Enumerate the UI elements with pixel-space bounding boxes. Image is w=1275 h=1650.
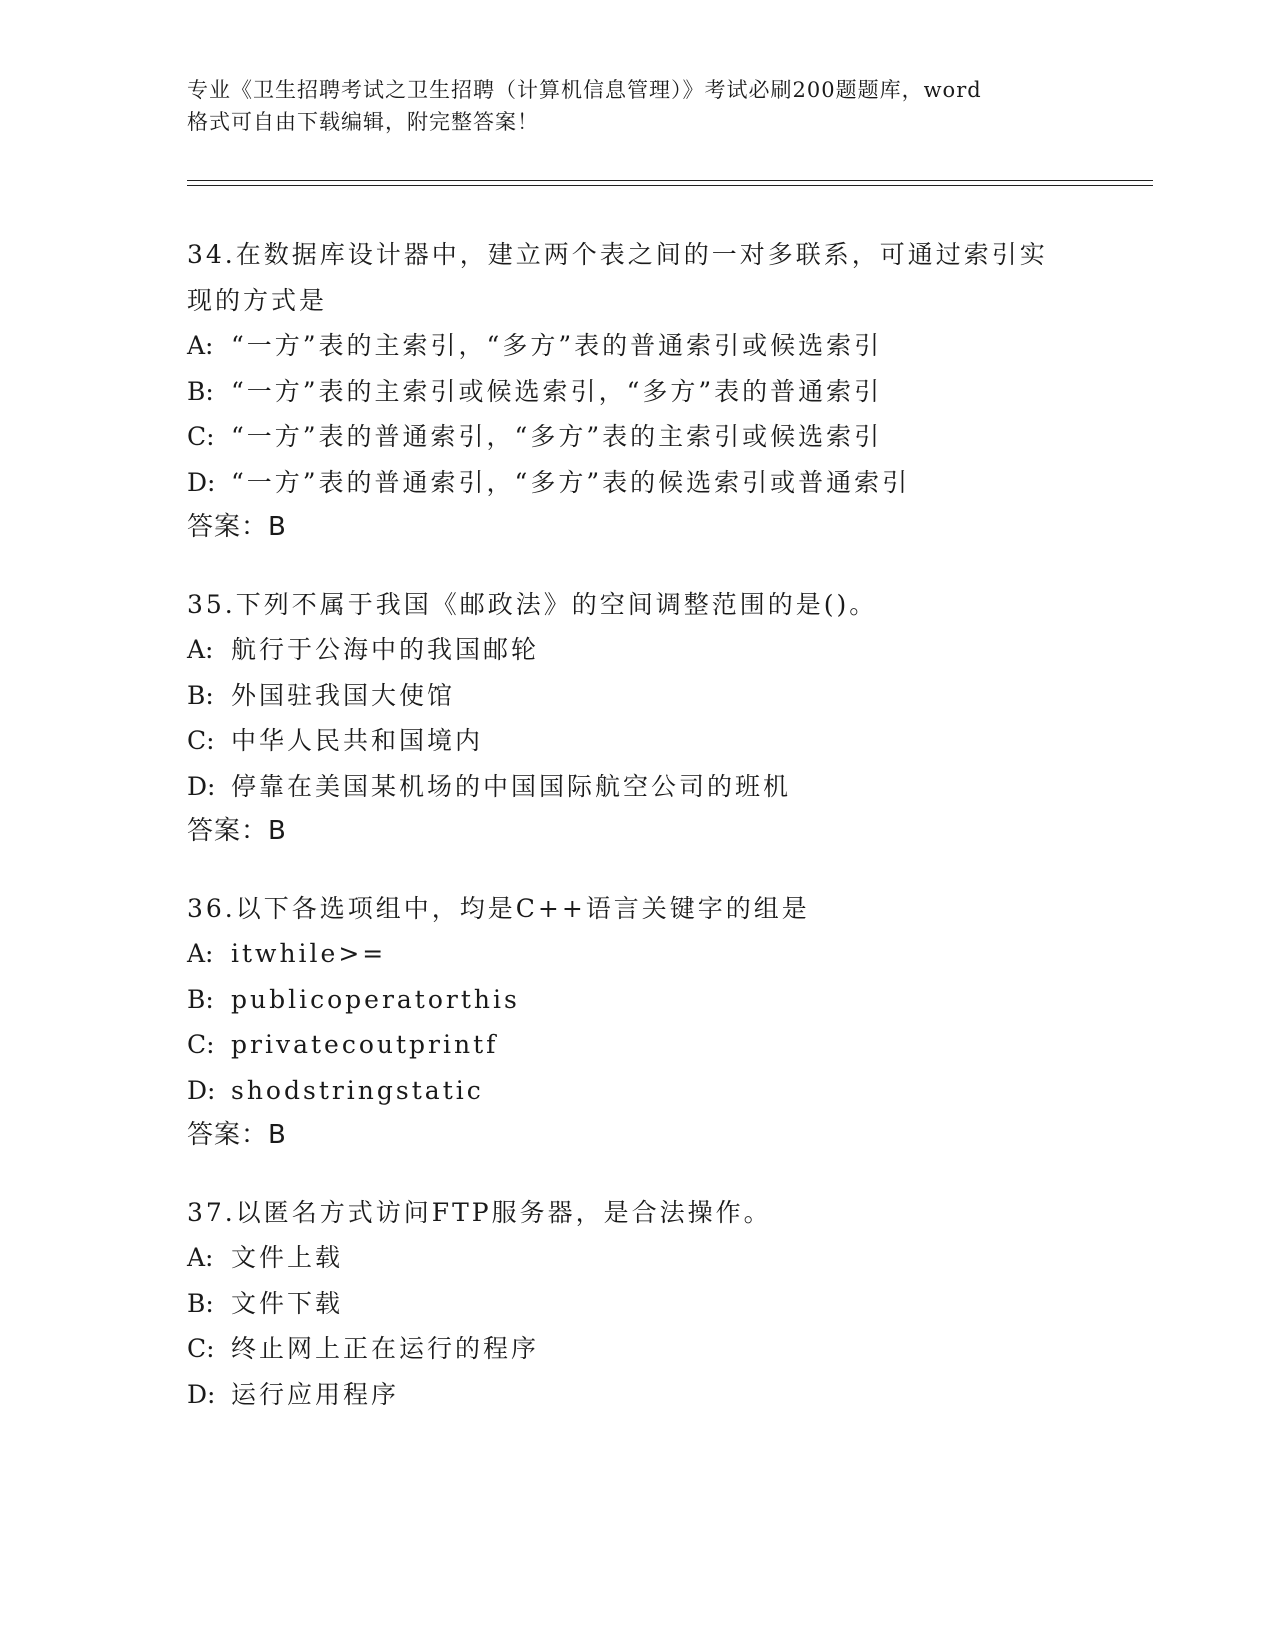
question-list [187, 232, 1087, 1448]
option-text: privatecoutprintf [231, 1030, 499, 1059]
option-text: 文件上载 [231, 1243, 344, 1272]
answer-option [187, 1068, 1087, 1114]
answer-option [187, 1235, 1087, 1281]
answer-key: 答案：B [187, 816, 287, 846]
answer-key: 答案：B [187, 512, 287, 542]
option-text: publicoperatorthis [231, 984, 520, 1014]
answer-option [187, 1022, 1087, 1068]
option-letter: D: [187, 1379, 216, 1409]
option-letter: D: [187, 467, 216, 497]
option-text: itwhile>= [231, 939, 387, 968]
option-letter: A: [187, 331, 214, 360]
document-header [187, 74, 1087, 138]
answer-option [187, 673, 1087, 719]
option-letter: A: [187, 939, 214, 968]
question-block [187, 1190, 1087, 1418]
answer-option [187, 1281, 1087, 1327]
header-divider-top [187, 180, 1153, 181]
option-text: 中华人民共和国境内 [231, 726, 484, 755]
question-stem: 36.以下各选项组中，均是C++语言关键字的组是 [187, 893, 810, 923]
header-divider-bottom [187, 185, 1153, 186]
option-text: 航行于公海中的我国邮轮 [231, 635, 540, 664]
answer-option [187, 369, 1087, 415]
option-letter: A: [187, 1243, 214, 1272]
answer-option [187, 323, 1087, 369]
option-letter: B: [187, 376, 214, 406]
answer-option [187, 1372, 1087, 1418]
option-letter: C: [187, 422, 215, 451]
option-letter: A: [187, 635, 214, 664]
option-letter: B: [187, 1288, 214, 1318]
answer-option [187, 764, 1087, 810]
option-letter: C: [187, 1334, 215, 1363]
option-letter: D: [187, 1075, 216, 1105]
question-stem: 35.下列不属于我国《邮政法》的空间调整范围的是()。 [187, 589, 878, 619]
answer-key: 答案：B [187, 1120, 287, 1150]
option-text: “一方”表的普通索引，“多方”表的主索引或候选索引 [231, 422, 883, 451]
header-line-1: 专业《卫生招聘考试之卫生招聘（计算机信息管理）》考试必刷200题题库，word [187, 78, 982, 102]
option-text: 终止网上正在运行的程序 [231, 1334, 540, 1363]
option-text: shodstringstatic [231, 1075, 484, 1105]
option-letter: B: [187, 680, 214, 710]
option-text: 外国驻我国大使馆 [231, 680, 456, 710]
question-block [187, 232, 1087, 551]
answer-option [187, 977, 1087, 1023]
option-letter: B: [187, 984, 214, 1014]
answer-option [187, 1326, 1087, 1372]
option-text: 运行应用程序 [231, 1379, 400, 1409]
option-text: 文件下载 [231, 1288, 344, 1318]
answer-option [187, 931, 1087, 977]
question-stem: 现的方式是 [187, 285, 328, 315]
option-text: “一方”表的主索引，“多方”表的普通索引或候选索引 [231, 331, 883, 360]
question-block [187, 582, 1087, 855]
answer-option [187, 460, 1087, 506]
question-stem: 34.在数据库设计器中，建立两个表之间的一对多联系，可通过索引实 [187, 240, 1048, 269]
answer-option [187, 627, 1087, 673]
question-block [187, 886, 1087, 1159]
header-line-2: 格式可自由下载编辑，附完整答案！ [187, 110, 539, 134]
option-text: “一方”表的主索引或候选索引，“多方”表的普通索引 [231, 376, 883, 406]
question-stem: 37.以匿名方式访问FTP服务器，是合法操作。 [187, 1197, 772, 1227]
option-text: 停靠在美国某机场的中国国际航空公司的班机 [231, 771, 792, 801]
answer-option [187, 718, 1087, 764]
option-text: “一方”表的普通索引，“多方”表的候选索引或普通索引 [231, 467, 911, 497]
option-letter: C: [187, 726, 215, 755]
option-letter: C: [187, 1030, 215, 1059]
option-letter: D: [187, 771, 216, 801]
answer-option [187, 414, 1087, 460]
